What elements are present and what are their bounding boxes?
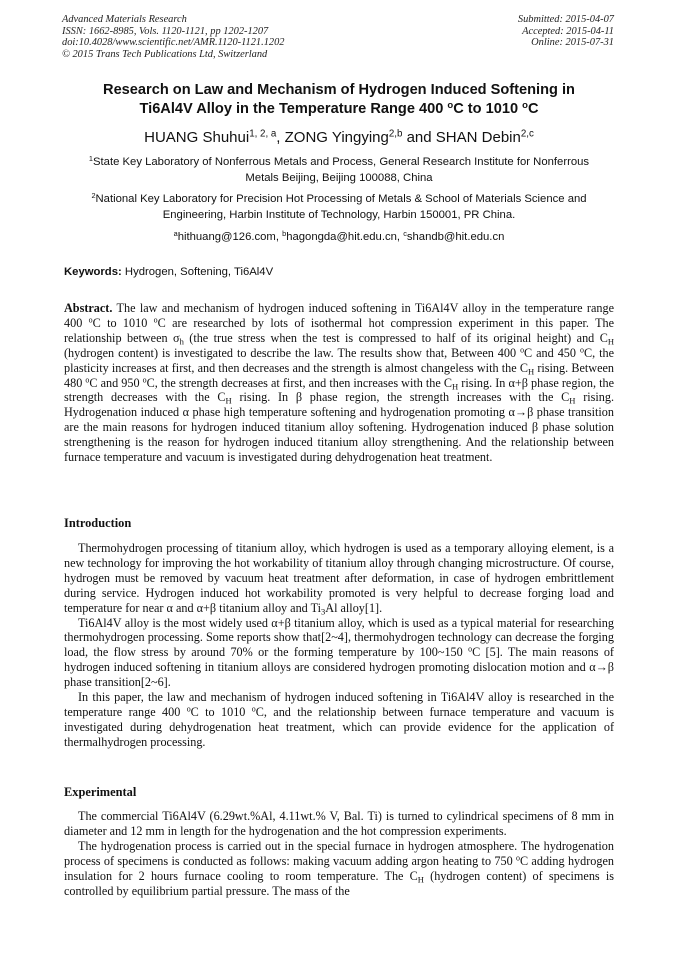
keywords <box>64 265 273 279</box>
email-c: shandb@hit.edu.cn <box>406 231 505 243</box>
doi: doi:10.4028/www.scientific.net/AMR.1120-1121.1202 <box>62 37 285 49</box>
experimental-heading: Experimental <box>64 785 137 799</box>
copyright: © 2015 Trans Tech Publications Ltd, Switzerland <box>62 48 268 60</box>
author-emails: $^a$hithuang@126.com, $^b$hagongda@hit.edu.cn, $^c$shandb@hit.edu.cn <box>173 228 505 243</box>
title-line-1: Research on Law and Mechanism of Hydrogen Induced Softening in <box>103 82 575 98</box>
affiliation-1: $^1$State Key Laboratory of Nonferrous Metals and Process, General Research Institute for Nonferrous Metals Beijing, Beijing 100088, China <box>88 153 590 184</box>
introduction-heading: Introduction <box>64 516 132 530</box>
email-a: hithuang@126.com, <box>177 231 283 243</box>
submitted-date: Submitted: 2015-04-07 <box>517 14 614 25</box>
exp-paragraph-1: The commercial Ti6Al4V (6.29wt.%Al, 4.11wt.% V, Bal. Ti) is turned to cylindrical specimens of 8 mm in diameter and 12 mm in length for the hydrogenation and the hot compression experiments. <box>64 809 614 838</box>
experimental-body <box>64 809 614 898</box>
issn: ISSN: 1662-8985, Vols. 1120-1121, pp 1202-1207 <box>62 25 269 37</box>
keywords-text: Hydrogen, Softening, Ti6Al4V <box>121 266 274 278</box>
author-list: HUANG Shuhui$^{1, 2, a}$, ZONG Yingying$^{2,b}$ and SHAN Debin$^{2,c}$ <box>144 128 534 146</box>
intro-paragraph-1: Thermohydrogen processing of titanium alloy, which hydrogen is used as a temporary alloying element, is a new technology for improving the hot workability of titanium alloy through changing microstructure. Of course, hydrogen must be removed by vacuum heat treatment after deformation, in case of hydrogen embrittlement during service. Hydrogen induced hot workability promoted is very helpful to decrease forging load and temperature for near α and α+β titanium alloy and $Ti_3Al$ alloy[1]. <box>64 541 614 617</box>
online-date: Online: 2015-07-31 <box>531 37 614 49</box>
author-shan: SHAN Debin <box>435 129 521 146</box>
exp-paragraph-2: The hydrogenation process is carried out in the special furnace in hydrogen atmosphere. The hydrogenation process of specimens is conducted as follows: making vacuum adding argon heating to 750 $^o$C adding hydrogen insulation for 2 hours furnace cooling to room temperature. The $C_H$ (hydrogen content) of specimens is controlled by equilibrium partial pressure. The mass of the <box>64 838 614 898</box>
affiliation-2: $^2$National Key Laboratory for Precision Hot Processing of Metals & School of Materials Science and Engineering, Harbin Institute of Technology, Harbin 150001, PR China. <box>91 190 587 221</box>
keywords-label: Keywords: <box>64 266 122 278</box>
abstract-label: Abstract. <box>64 301 113 315</box>
email-b: hagongda@hit.edu.cn, <box>286 231 404 243</box>
journal-name: Advanced Materials Research <box>62 14 187 25</box>
author-zong: ZONG Yingying <box>284 129 389 146</box>
journal-header <box>62 14 285 60</box>
dates-header <box>518 14 614 49</box>
abstract: Abstract. The law and mechanism of hydrogen induced softening in Ti6Al4V alloy in the temperature range 400 $^o$C to 1010 $^o$C are researched by lots of isothermal hot compression experiment in this paper. The relationship between $\sigma_h$ (the true stress when the test is compressed to half of its original height) and $C_H$ (hydrogen content) is investigated to describe the law. The results show that, Between 400 $^o$C and 450 $^o$C, the plasticity increases at first, and then decreases and the strength is almost changeless with the $C_H$ rising. Between 480 $^o$C and 950 $^o$C, the strength decreases at first, and then increases with the $C_H$ rising. In α+β phase region, the strength decreases with the $C_H$ rising. In β phase region, the strength increases with the $C_H$ rising. Hydrogenation induced α phase high temperature softening and hydrogenation promoting α→β phase transition are the main reasons for hydrogen induced titanium alloy softening. Hydrogenation induced β phase solution strengthening is the reason for hydrogen induced titanium alloy strengthening. And the relationship between furnace temperature and vacuum is investigated during dehydrogenation heat treatment. <box>64 301 615 465</box>
accepted-date: Accepted: 2015-04-11 <box>522 25 614 37</box>
author-huang: HUANG Shuhui <box>144 129 250 146</box>
introduction-body <box>64 541 614 750</box>
intro-paragraph-3: In this paper, the law and mechanism of hydrogen induced softening in Ti6Al4V alloy is researched in the temperature range 400 $^o$C to 1010 $^o$C, and the relationship between furnace temperature and vacuum is investigated during dehydrogenation heat treatment, which can provide evidence for the application of thermalhydrogen processing. <box>64 690 614 749</box>
intro-paragraph-2: Ti6Al4V alloy is the most widely used α+β titanium alloy, which is used as a typical material for researching thermohydrogen processing. Some reports show that[2~4], thermohydrogen technology can decrease the forging load, the flow stress by around 70% or the forming temperature by 100~150 $^o$C [5]. The main reasons of hydrogen induced softening in titanium alloys are considered hydrogen promoting dislocation motion and α→β phase transition[2~6]. <box>64 615 614 690</box>
title-line-2: Ti6Al4V Alloy in the Temperature Range 400 $^o$C to 1010 $^o$C <box>139 99 539 117</box>
paper-title <box>40 81 638 119</box>
